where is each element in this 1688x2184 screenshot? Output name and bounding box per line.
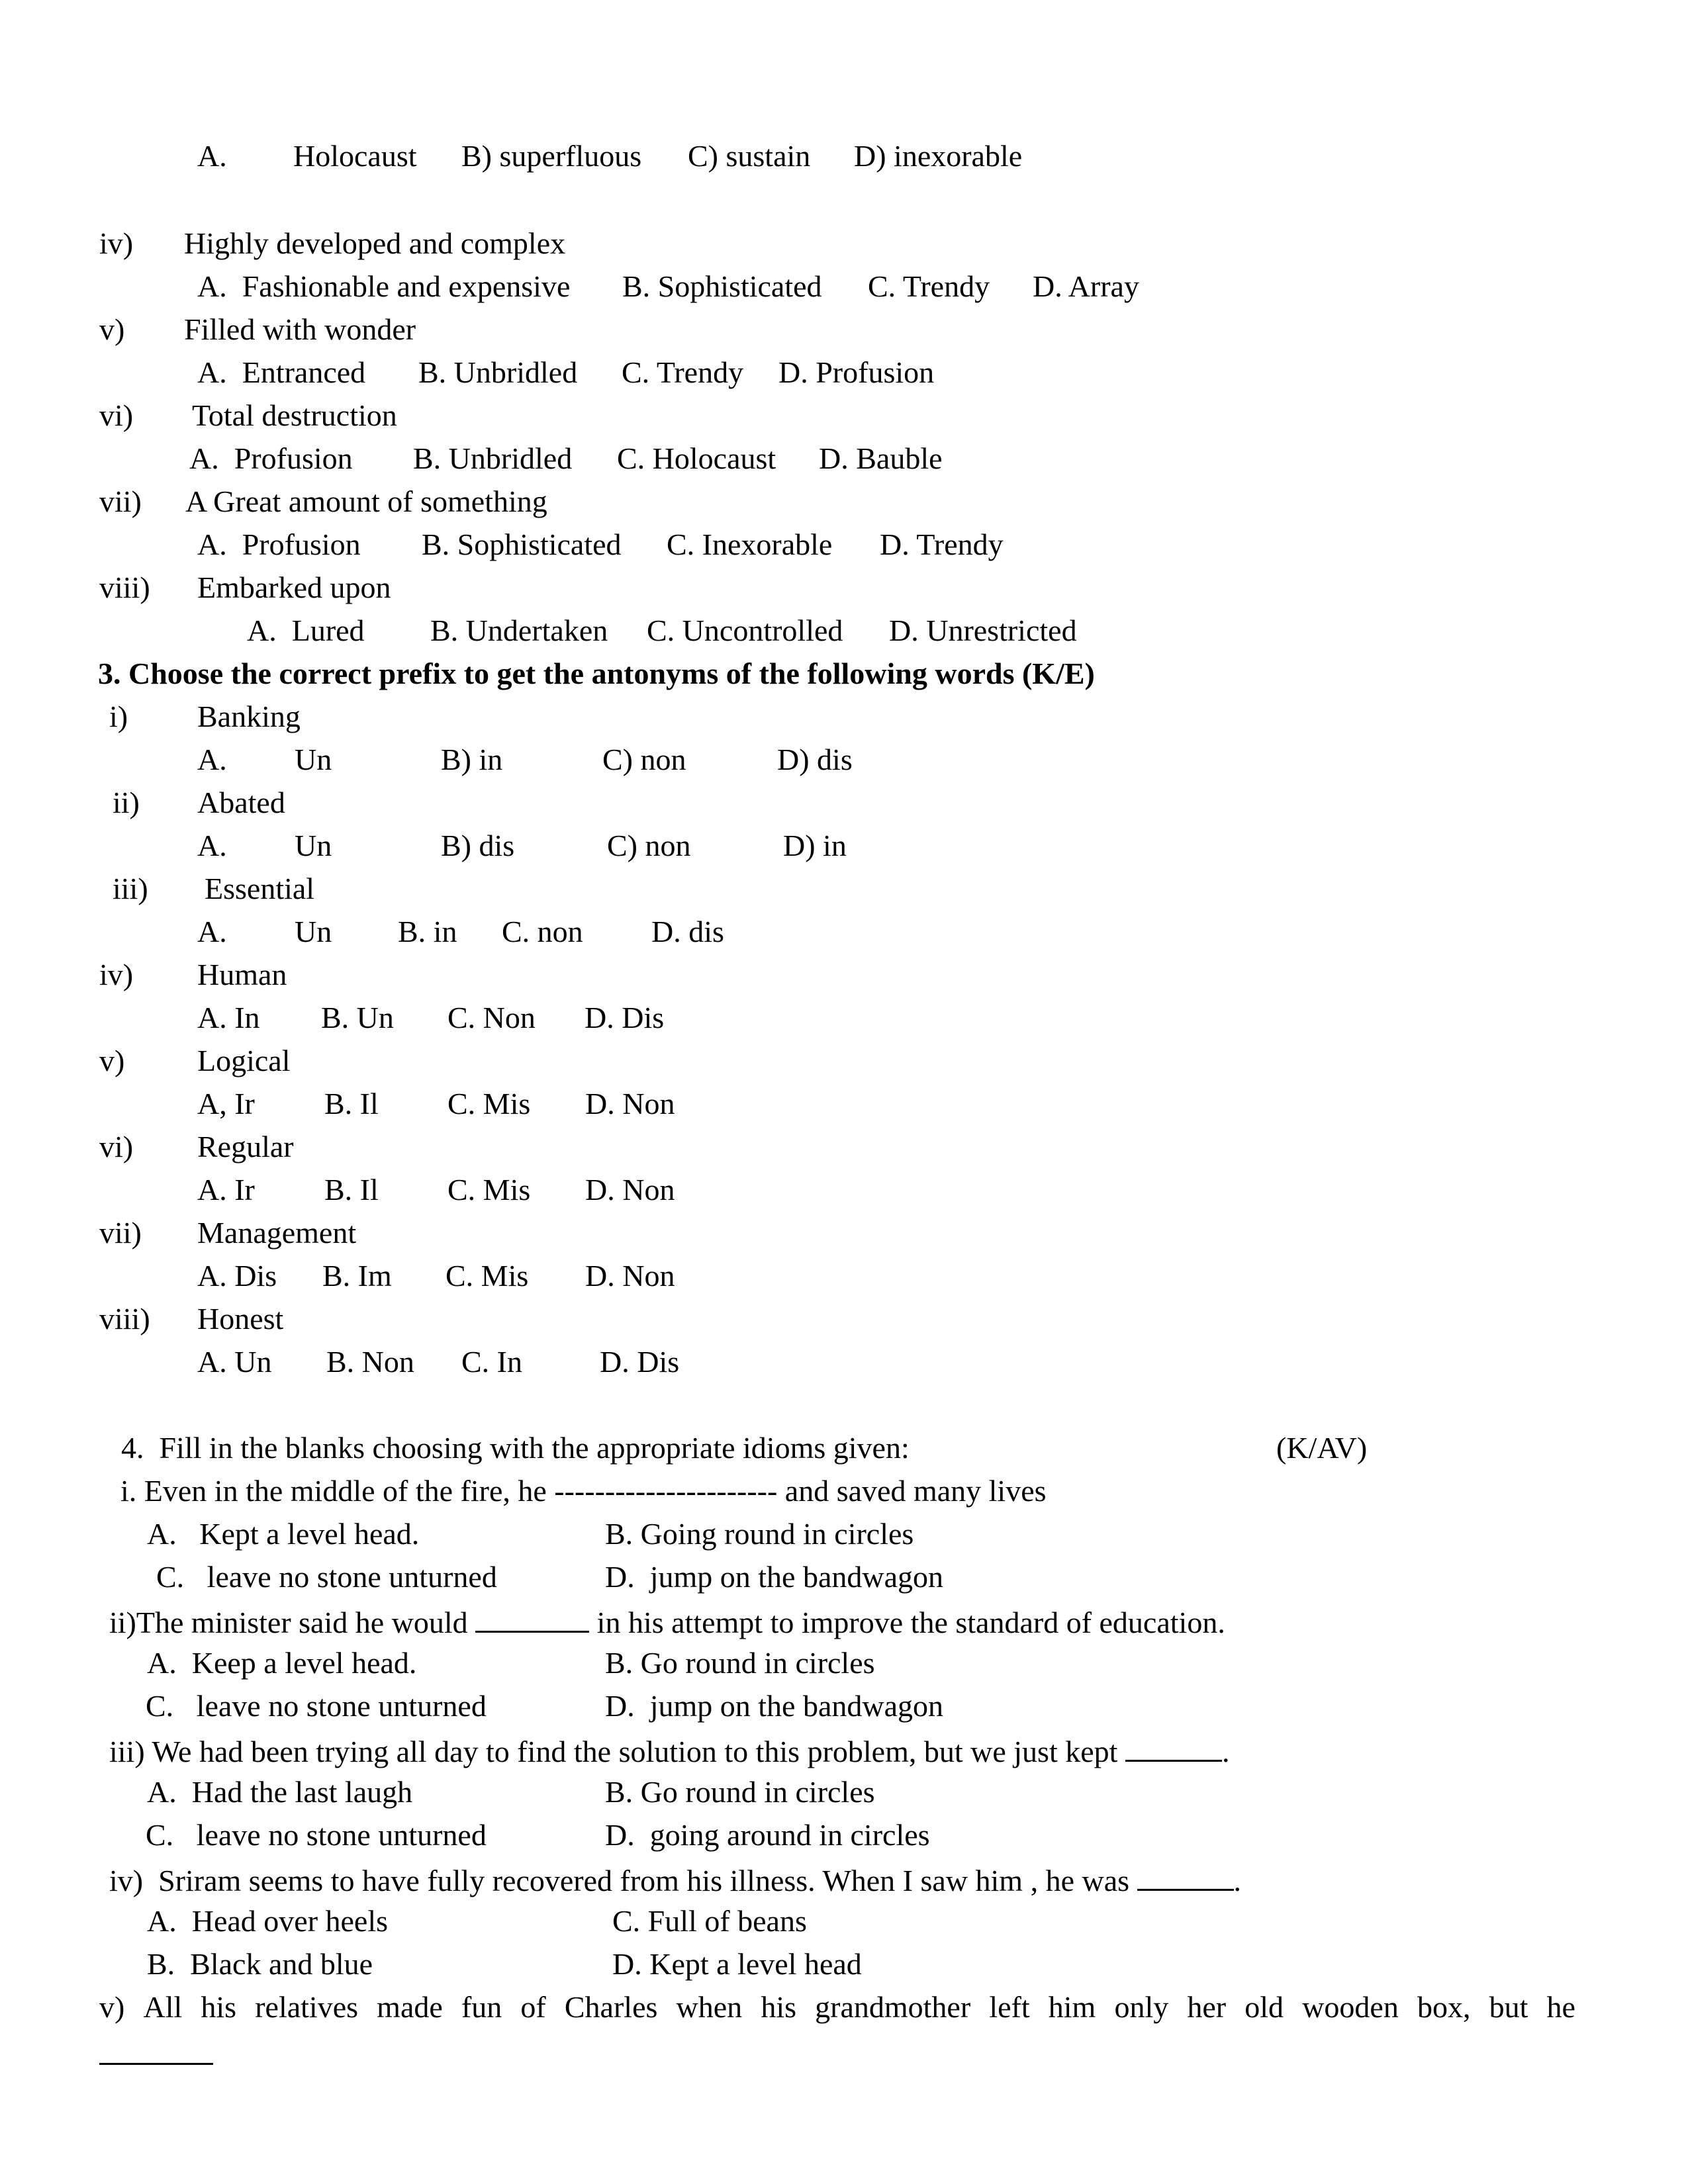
question-text — [99, 1989, 1575, 2026]
option-a: A, Ir — [197, 1087, 255, 1120]
question-word: made — [377, 1990, 443, 2024]
option-b: B. Black and blue — [147, 1947, 373, 1981]
question-text: Total destruction — [192, 398, 397, 432]
question-text-start: iii) We had been trying all day to find the solution to this problem, but we just kept — [109, 1735, 1125, 1768]
answer-blank[interactable] — [1125, 1731, 1222, 1762]
option-b: B. Il — [324, 1173, 379, 1206]
option-a: A. Dis — [197, 1259, 277, 1293]
option-a: Un — [295, 829, 332, 862]
option-a-marker: A. — [197, 915, 227, 948]
option-a-marker: A. — [197, 139, 227, 173]
option-d: D) dis — [777, 743, 853, 776]
question-text-end: . — [1221, 1735, 1230, 1768]
option-a: Un — [295, 915, 332, 948]
option-b: B. Go round in circles — [605, 1646, 875, 1680]
question-number: v) — [99, 1990, 125, 2024]
question-text: Embarked upon — [197, 570, 391, 604]
option-a: A. In — [197, 1001, 260, 1034]
option-d: D. Bauble — [819, 441, 943, 475]
question-word: his — [201, 1990, 237, 2024]
question-word: left — [989, 1990, 1030, 2024]
question-text-end: in his attempt to improve the standard of education. — [589, 1606, 1225, 1639]
option-a: Holocaust — [293, 139, 417, 173]
question-number: viii) — [99, 1302, 150, 1336]
option-c: C. Mis — [445, 1259, 529, 1293]
question-word: All — [143, 1990, 183, 2024]
question-number: v) — [99, 1044, 125, 1077]
option-b: B. Im — [322, 1259, 392, 1293]
option-c: C) non — [602, 743, 686, 776]
option-a: A. Profusion — [189, 441, 353, 475]
option-c: C. Mis — [447, 1087, 531, 1120]
question-number: vii) — [99, 1216, 142, 1250]
option-c: C. Trendy — [622, 355, 744, 389]
option-a: A. Ir — [197, 1173, 255, 1206]
option-b: B. in — [398, 915, 457, 948]
option-a: A. Un — [197, 1345, 272, 1379]
question-number: vi) — [99, 1130, 134, 1163]
option-c: C) sustain — [688, 139, 811, 173]
question-text: Management — [197, 1216, 357, 1250]
option-a-marker: A. — [197, 829, 227, 862]
option-b: B. Unbridled — [418, 355, 578, 389]
option-c: C. leave no stone unturned — [156, 1560, 497, 1594]
option-d: D. Trendy — [880, 527, 1004, 561]
question-number: v) — [99, 312, 125, 346]
question-word: he — [1546, 1990, 1575, 2024]
option-a: Un — [295, 743, 332, 776]
question-text-start: ii)The minister said he would — [109, 1606, 476, 1639]
question-text: i. Even in the middle of the fire, he ---------------------- and saved many lives — [120, 1474, 1047, 1508]
option-a: A. Head over heels — [147, 1904, 389, 1938]
option-b: B. Unbridled — [413, 441, 573, 475]
option-a: A. Profusion — [197, 527, 361, 561]
option-d: D. Dis — [600, 1345, 680, 1379]
option-a: A. Fashionable and expensive — [197, 269, 571, 303]
question-word: grandmother — [815, 1990, 971, 2024]
answer-blank[interactable] — [1137, 1860, 1234, 1891]
question-text — [109, 1731, 1229, 1770]
section-heading: 3. Choose the correct prefix to get the antonyms of the following words (K/E) — [98, 657, 1095, 690]
option-a-marker: A. — [197, 743, 227, 776]
option-c: C. Full of beans — [612, 1904, 807, 1938]
question-text: Banking — [197, 700, 301, 733]
option-b: B. Sophisticated — [622, 269, 822, 303]
question-text: Abated — [197, 786, 285, 819]
question-text-start: iv) Sriram seems to have fully recovered from his illness. When I saw him , he was — [109, 1864, 1137, 1897]
question-code: (K/AV) — [1276, 1431, 1368, 1465]
question-word: of — [520, 1990, 546, 2024]
option-d: D. Kept a level head — [612, 1947, 862, 1981]
question-number: vii) — [99, 484, 142, 518]
option-a: A. Entranced — [197, 355, 366, 389]
option-c: C. Holocaust — [617, 441, 776, 475]
option-c: C. Uncontrolled — [647, 614, 843, 647]
section-heading: 4. Fill in the blanks choosing with the appropriate idioms given: — [121, 1431, 910, 1465]
question-text: Logical — [197, 1044, 291, 1077]
option-c: C. leave no stone unturned — [146, 1689, 487, 1723]
option-c: C. Trendy — [868, 269, 990, 303]
option-c: C) non — [607, 829, 691, 862]
question-text: Highly developed and complex — [184, 226, 566, 260]
option-b: B) in — [441, 743, 503, 776]
question-number: vi) — [99, 398, 134, 432]
question-word: him — [1048, 1990, 1096, 2024]
question-number: ii) — [113, 786, 140, 819]
option-a: A. Lured — [247, 614, 365, 647]
question-word: old — [1244, 1990, 1284, 2024]
question-word: his — [761, 1990, 796, 2024]
answer-blank[interactable] — [475, 1602, 589, 1633]
option-d: D. jump on the bandwagon — [605, 1689, 944, 1723]
option-b: B. Sophisticated — [422, 527, 622, 561]
option-d: D) in — [783, 829, 847, 862]
option-c: C. In — [461, 1345, 522, 1379]
question-word: box, — [1417, 1990, 1471, 2024]
option-c: C. non — [502, 915, 583, 948]
question-word: only — [1114, 1990, 1169, 2024]
question-text: Filled with wonder — [184, 312, 416, 346]
option-d: D. Array — [1033, 269, 1139, 303]
option-d: D. Non — [585, 1173, 675, 1206]
option-d: D. dis — [651, 915, 724, 948]
option-b: B) dis — [441, 829, 515, 862]
option-c: C. Mis — [447, 1173, 531, 1206]
option-d: D. Dis — [585, 1001, 665, 1034]
option-b: B. Undertaken — [430, 614, 608, 647]
option-a: A. Keep a level head. — [147, 1646, 417, 1680]
question-word: wooden — [1302, 1990, 1399, 2024]
option-b: B) superfluous — [461, 139, 642, 173]
option-d: D. Profusion — [778, 355, 935, 389]
option-b: B. Going round in circles — [605, 1517, 914, 1551]
question-text: A Great amount of something — [185, 484, 547, 518]
question-word: fun — [461, 1990, 502, 2024]
question-text: Regular — [197, 1130, 294, 1163]
option-b: B. Non — [326, 1345, 414, 1379]
question-word: Charles — [564, 1990, 658, 2024]
question-text: Honest — [197, 1302, 284, 1336]
option-d: D. Unrestricted — [889, 614, 1077, 647]
option-c: C. leave no stone unturned — [146, 1818, 487, 1852]
option-d: D) inexorable — [854, 139, 1023, 173]
option-d: D. going around in circles — [605, 1818, 930, 1852]
question-text — [109, 1860, 1241, 1899]
option-d: D. jump on the bandwagon — [605, 1560, 944, 1594]
question-number: iv) — [99, 958, 134, 991]
question-word: relatives — [255, 1990, 359, 2024]
option-c: C. Inexorable — [667, 527, 833, 561]
question-number: i) — [109, 700, 128, 733]
question-word: her — [1187, 1990, 1227, 2024]
question-text: Essential — [205, 872, 315, 905]
question-word: but — [1489, 1990, 1528, 2024]
option-d: D. Non — [585, 1259, 675, 1293]
option-b: B. Go round in circles — [605, 1775, 875, 1809]
question-text-end: . — [1233, 1864, 1242, 1897]
option-c: C. Non — [447, 1001, 536, 1034]
question-text — [109, 1602, 1225, 1641]
question-word: when — [676, 1990, 743, 2024]
question-number: iii) — [113, 872, 148, 905]
option-a: A. Had the last laugh — [147, 1775, 413, 1809]
option-d: D. Non — [585, 1087, 675, 1120]
option-a: A. Kept a level head. — [147, 1517, 420, 1551]
question-number: iv) — [99, 226, 134, 260]
option-b: B. Un — [321, 1001, 394, 1034]
option-b: B. Il — [324, 1087, 379, 1120]
question-number: viii) — [99, 570, 150, 604]
answer-blank[interactable] — [99, 2063, 213, 2065]
question-text: Human — [197, 958, 287, 991]
